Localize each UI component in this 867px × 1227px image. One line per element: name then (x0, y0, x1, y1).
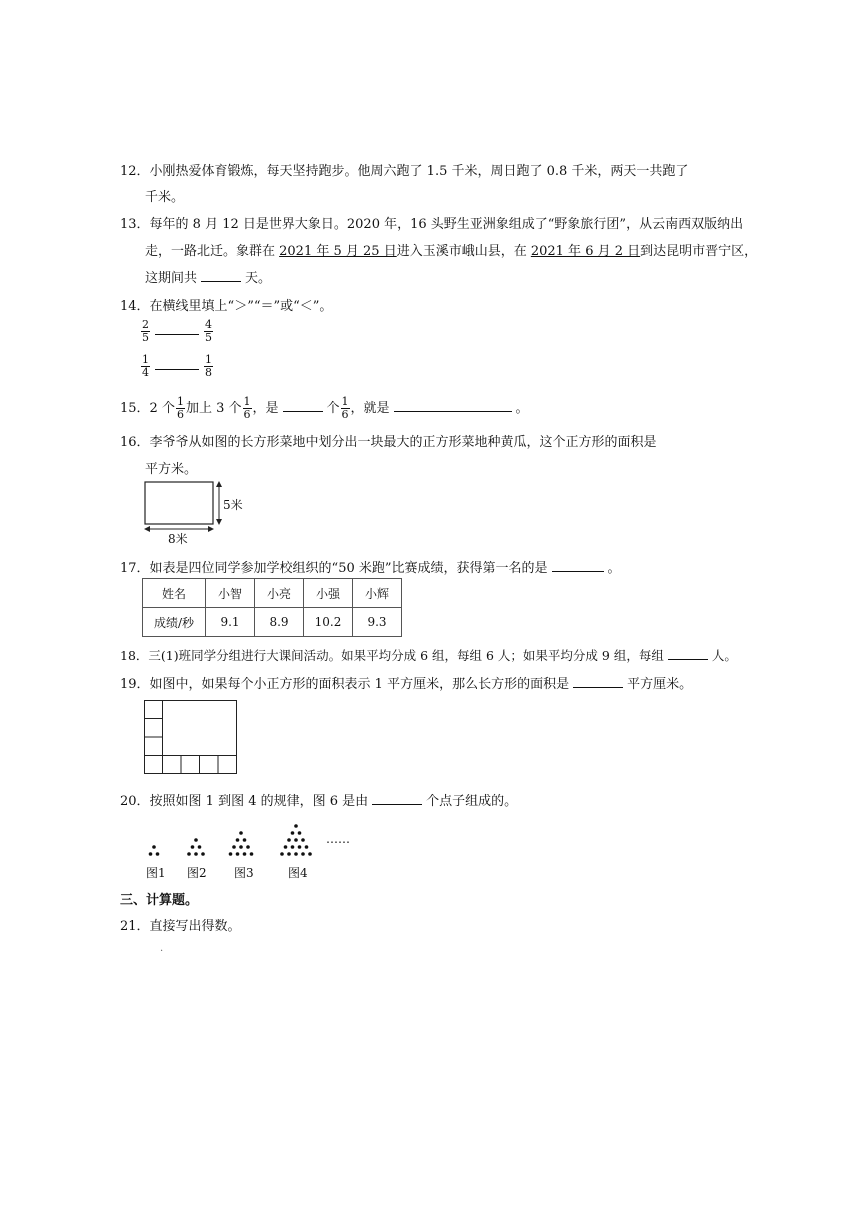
section-3-heading: 三、计算题。 (120, 893, 199, 908)
q15-fraction-3: $\frac{1}{6}$ (341, 395, 349, 421)
dot (287, 852, 291, 856)
q16-height-arrow-bottom (216, 519, 222, 525)
dot (280, 852, 284, 856)
dot (301, 838, 305, 842)
q19-text-b: 平方厘米。 (627, 677, 693, 692)
q13-line2-c: 到达昆明市晋宁区， (640, 244, 758, 259)
dot (229, 852, 233, 856)
q16-width-arrow-right (208, 526, 214, 532)
dot (191, 845, 195, 849)
q16-line1: 16．李爷爷从如图的长方形菜地中划分出一块最大的正方形菜地种黄瓜，这个正方形的面积是 (120, 435, 657, 450)
table-cell: 8.9 (255, 608, 304, 637)
dot (301, 852, 305, 856)
dot (243, 852, 247, 856)
q14-row1-right-fraction: $\frac{4}{5}$ (205, 318, 212, 344)
dot (236, 838, 240, 842)
dot (284, 845, 288, 849)
q13-line3-a: 这期间共 (145, 271, 198, 286)
dot (294, 838, 298, 842)
q14-row2-left-fraction: $\frac{1}{4}$ (142, 353, 149, 379)
q20-line (120, 790, 517, 809)
dot (156, 852, 160, 856)
dot (291, 845, 295, 849)
q13-line1: 13．每年的 8 月 12 日是世界大象日。2020 年，16 头野生亚洲象组成了“野象旅行团”，从云南西双版纳出 (120, 217, 744, 232)
q19-answer-blank[interactable] (573, 675, 623, 688)
dot (243, 838, 247, 842)
q13-line2-b: 进入玉溪市峨山县，在 (396, 244, 531, 259)
q13-line3-b: 天。 (245, 271, 272, 286)
q14-row2-blank[interactable] (155, 359, 199, 370)
q19-text-a: 19．如图中，如果每个小正方形的面积表示 1 平方厘米，那么长方形的面积是 (120, 677, 570, 692)
q19-grid-figure (144, 700, 240, 778)
q13-line2 (145, 240, 757, 259)
q17-prompt (120, 557, 621, 576)
q13-answer-blank[interactable] (201, 269, 241, 282)
q18-answer-blank[interactable] (668, 647, 708, 660)
q17-answer-blank[interactable] (552, 559, 604, 572)
q15-text-f: 。 (515, 401, 529, 416)
q14-row2-right-fraction: $\frac{1}{8}$ (205, 353, 212, 379)
dot (294, 824, 298, 828)
q19-line (120, 673, 692, 692)
dot (298, 831, 302, 835)
q16-line2: 平方米。 (145, 462, 198, 477)
q16-height-arrow-top (216, 481, 222, 487)
dot (294, 852, 298, 856)
q13-line3 (145, 267, 271, 286)
q15-text-a: 15．2 个 (120, 401, 175, 416)
dot (305, 845, 309, 849)
q15-line (120, 396, 529, 421)
dot (239, 831, 243, 835)
dot (246, 845, 250, 849)
q15-text-d: 个 (326, 401, 340, 416)
q21-prompt: 21．直接写出得数。 (120, 919, 241, 934)
q15-text-c: ，是 (252, 401, 279, 416)
table-header-cell: 姓名 (143, 579, 206, 608)
q20-label-fig3: 图3 (234, 866, 254, 880)
q16-field-rectangle (145, 482, 213, 524)
q15-fraction-2: $\frac{1}{6}$ (243, 395, 251, 421)
q17-prompt-b: 。 (607, 561, 621, 576)
table-header-cell: 小强 (304, 579, 353, 608)
q17-prompt-a: 17．如表是四位同学参加学校组织的“50 米跑”比赛成绩，获得第一名的是 (120, 561, 548, 576)
dot (194, 852, 198, 856)
dot (198, 845, 202, 849)
q12-line1: 12．小刚热爱体育锻炼，每天坚持跑步。他周六跑了 1.5 千米，周日跑了 0.8 千米，两天一共跑了 (120, 164, 689, 179)
q20-answer-blank[interactable] (372, 792, 422, 805)
q20-ellipsis: …… (326, 832, 350, 846)
q13-line2-a: 走，一路北迁。象群在 (145, 244, 280, 259)
table-row (143, 608, 402, 637)
q16-height-label: 5米 (223, 498, 243, 512)
q13-date1: 2021 年 5 月 25 日 (279, 244, 397, 259)
table-cell: 10.2 (304, 608, 353, 637)
q16-rectangle-figure (140, 478, 260, 548)
dot (149, 852, 153, 856)
dot (298, 845, 302, 849)
table-cell: 成绩/秒 (143, 608, 206, 637)
q15-fraction-1: $\frac{1}{6}$ (176, 395, 184, 421)
q20-label-fig4: 图4 (288, 866, 308, 880)
q14-row1-left-fraction: $\frac{2}{5}$ (142, 318, 149, 344)
q12-line2: 千米。 (145, 190, 185, 205)
q18-text-a: 18．三(1)班同学分组进行大课间活动。如果平均分成 6 组，每组 6 人；如果平均分成 9 组，每组 (120, 648, 664, 663)
q14-row2 (140, 354, 214, 379)
dot (194, 838, 198, 842)
table-row (143, 579, 402, 608)
dot (152, 845, 156, 849)
dot (250, 852, 254, 856)
table-header-cell: 小辉 (353, 579, 402, 608)
q20-label-fig1: 图1 (146, 866, 166, 880)
q18-line (120, 646, 737, 664)
q13-date2: 2021 年 6 月 2 日 (530, 244, 641, 259)
dot (308, 852, 312, 856)
q15-text-b: 加上 3 个 (185, 401, 242, 416)
table-header-cell: 小智 (206, 579, 255, 608)
q14-prompt: 14．在横线里填上“＞”“＝”或“＜”。 (120, 299, 333, 314)
q14-row1 (140, 319, 214, 344)
q20-text-b: 个点子组成的。 (426, 794, 518, 809)
q16-width-label: 8米 (168, 532, 188, 546)
stray-mark: . (160, 943, 164, 954)
q15-blank-2[interactable] (394, 399, 512, 412)
q17-score-table (142, 578, 402, 637)
dot (232, 845, 236, 849)
dot (187, 852, 191, 856)
table-header-cell: 小亮 (255, 579, 304, 608)
q20-label-fig2: 图2 (187, 866, 207, 880)
q20-text-a: 20．按照如图 1 到图 4 的规律，图 6 是由 (120, 794, 369, 809)
table-cell: 9.3 (353, 608, 402, 637)
q15-blank-1[interactable] (283, 399, 323, 412)
dot (287, 838, 291, 842)
q16-width-arrow-left (144, 526, 150, 532)
q14-row1-blank[interactable] (155, 324, 199, 335)
dot (236, 852, 240, 856)
q15-text-e: ，就是 (350, 401, 390, 416)
q18-text-b: 人。 (711, 648, 737, 663)
dot (201, 852, 205, 856)
dot (291, 831, 295, 835)
dot (239, 845, 243, 849)
table-cell: 9.1 (206, 608, 255, 637)
